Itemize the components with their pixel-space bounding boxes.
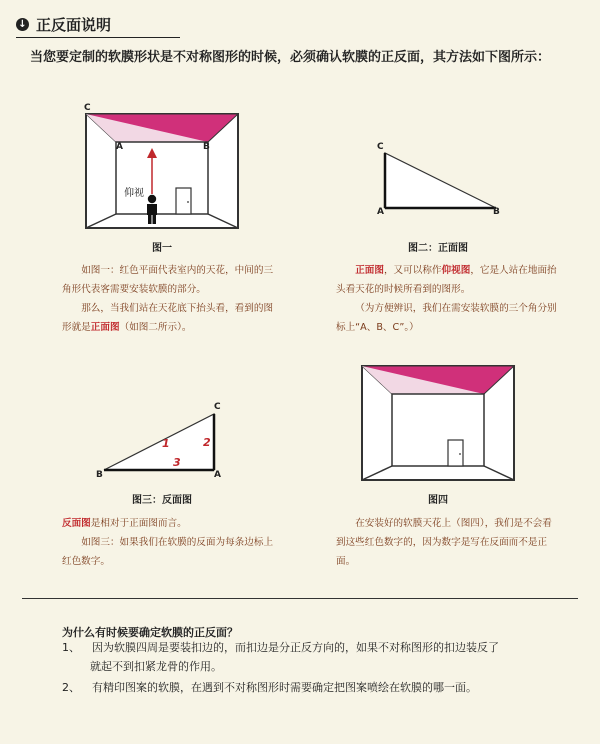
- fig3-para1-highlight: 反面图: [62, 518, 91, 529]
- fig1-label-c: C: [84, 103, 91, 113]
- fig2-para-1: [336, 261, 564, 299]
- fig2-para-2: （为方便辨识，我们在需安装软膜的三个角分别标上“A、B、C”。）: [336, 303, 557, 333]
- figure-2-triangle: [378, 140, 508, 220]
- fig3-description: [62, 514, 280, 571]
- fig1-description: [62, 261, 280, 337]
- faq-item-1-num: 1、: [62, 641, 80, 654]
- fig3-number-1: 1: [162, 437, 170, 450]
- faq-item-2-text: 有精印图案的软膜，在遇到不对称图形时需要确定把图案喷绘在软膜的哪一面。: [92, 681, 477, 694]
- fig1-para2-post: （如图二所示）。: [119, 322, 192, 333]
- faq-item-2-num: 2、: [62, 681, 80, 694]
- faq-item-1-line-1: [62, 638, 562, 657]
- section-title: 正反面说明: [36, 16, 112, 34]
- fig2-caption: 图二：正面图: [408, 243, 468, 254]
- fig2-label-b: B: [493, 207, 500, 217]
- fig1-label-b: B: [203, 142, 210, 152]
- fig2-description: [336, 261, 564, 337]
- fig2-label-c: C: [377, 142, 384, 152]
- figure-1-room: [84, 106, 244, 236]
- fig3-caption: 图三：反面图: [132, 495, 192, 506]
- fig4-caption: 图四: [428, 495, 448, 506]
- fig1-para-1: 如图一：红色平面代表室内的天花，中间的三角形代表客需要安装软膜的部分。: [62, 265, 274, 295]
- fig3-label-c: C: [214, 402, 221, 412]
- title-underline: [16, 37, 180, 38]
- fig3-label-a: A: [214, 470, 221, 480]
- fig1-view-label: 仰视: [124, 188, 144, 199]
- fig1-para-2: [62, 299, 280, 337]
- faq-title: 为什么有时候要确定软膜的正反面？: [62, 626, 238, 639]
- fig2-para1-mid: ，又可以称作: [383, 265, 442, 276]
- fig2-para1-highlight-1: 正面图: [355, 265, 384, 276]
- faq-item-2: [62, 678, 562, 697]
- faq-item-1-text: 因为软膜四周是要装扣边的，而扣边是分正反方向的，如果不对称图形的扣边装反了: [92, 641, 499, 654]
- fig3-label-b: B: [96, 470, 103, 480]
- fig2-label-a: A: [377, 207, 384, 217]
- fig1-caption: 图一: [152, 243, 172, 254]
- fig3-para-1: [62, 514, 280, 533]
- fig1-para2-pre: 那么，当我们站在天花底下抬头看，看到的图形就是: [62, 303, 274, 333]
- faq-item-1: [62, 638, 562, 676]
- down-arrow-circle-icon: ↓: [16, 18, 29, 31]
- fig1-label-a: A: [116, 142, 123, 152]
- fig3-number-3: 3: [173, 456, 181, 469]
- section-divider: [22, 598, 578, 599]
- fig3-para1-post: 是相对于正面图而言。: [90, 518, 187, 529]
- fig1-para2-highlight: 正面图: [90, 322, 120, 333]
- fig3-number-2: 2: [203, 436, 211, 449]
- fig4-para-1: 在安装好的软膜天花上（图四），我们是不会看到这些红色数字的，因为数字是写在反面而不是正面。: [336, 518, 552, 567]
- intro-text: 当您要定制的软膜形状是不对称图形的时候，必须确认软膜的正反面，其方法如下图所示：: [30, 50, 551, 65]
- fig3-para-2: 如图三：如果我们在软膜的反面为每条边标上红色数字。: [62, 537, 274, 567]
- fig2-para1-post: ，它是人站在地面抬头看天花的时候所看到的图形。: [336, 265, 557, 295]
- faq-item-1-line-2: 就起不到扣紧龙骨的作用。: [90, 660, 222, 673]
- fig4-description: [336, 514, 556, 571]
- fig2-para1-highlight-2: 仰视图: [441, 265, 471, 276]
- figure-4-room: [360, 362, 518, 486]
